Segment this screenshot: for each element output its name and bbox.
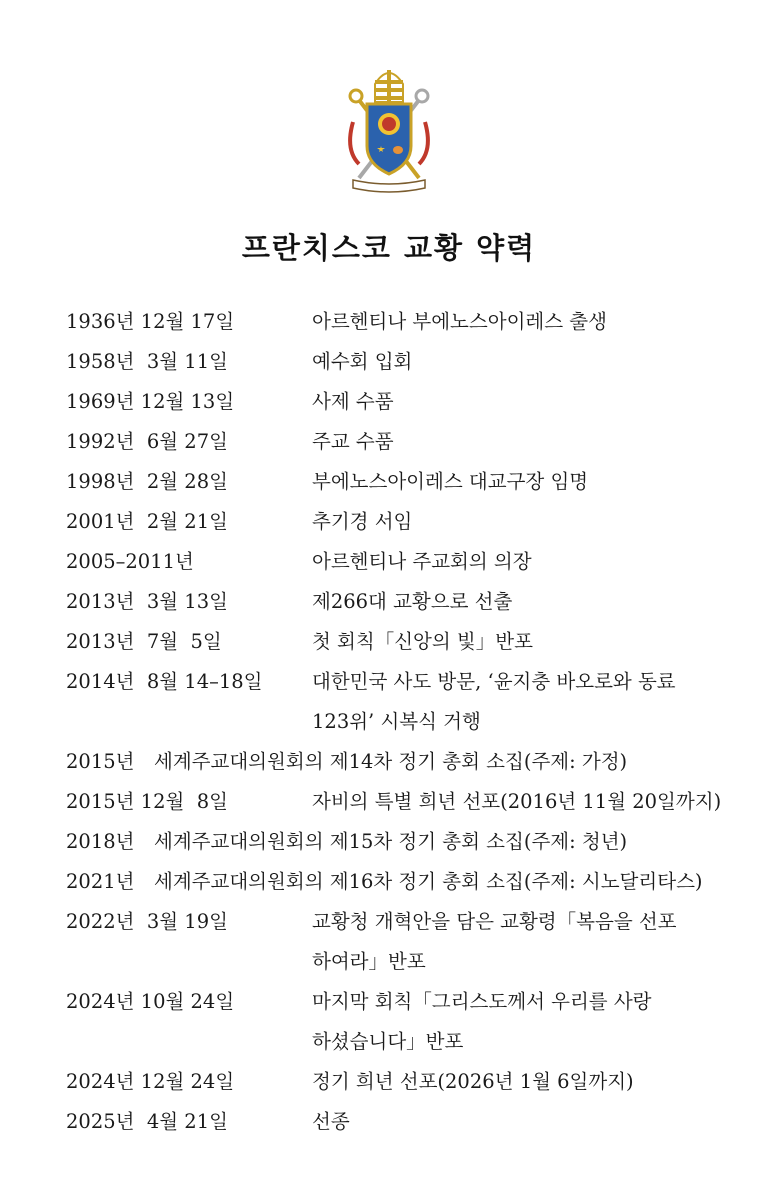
entry-date: 2024년 10월 24일 bbox=[66, 990, 235, 1013]
entry-event: 하셨습니다」반포 bbox=[312, 1030, 464, 1053]
entry-event: 예수회 입회 bbox=[312, 350, 413, 373]
entry-event: 세계주교대의원회의 제16차 정기 총회 소집(주제: 시노달리타스) bbox=[154, 870, 703, 893]
entry-event: 아르헨티나 주교회의 의장 bbox=[312, 550, 532, 573]
entry-event: 세계주교대의원회의 제15차 정기 총회 소집(주제: 청년) bbox=[154, 830, 628, 853]
mitre-icon bbox=[375, 70, 403, 102]
entry-date: 2013년 7월 5일 bbox=[66, 630, 222, 653]
page-title: 프란치스코 교황 약력 bbox=[241, 231, 537, 265]
entry-event: 사제 수품 bbox=[312, 390, 394, 413]
entry-date: 2022년 3월 19일 bbox=[66, 910, 228, 933]
entry-date: 1998년 2월 28일 bbox=[66, 470, 228, 493]
entry-event: 추기경 서임 bbox=[312, 510, 413, 533]
entry-date: 2024년 12월 24일 bbox=[66, 1070, 235, 1093]
timeline-entry bbox=[66, 782, 746, 822]
entry-date: 2025년 4월 21일 bbox=[66, 1110, 228, 1133]
timeline-entry bbox=[66, 462, 746, 502]
entry-date: 1958년 3월 11일 bbox=[66, 350, 228, 373]
papal-coat-of-arms bbox=[339, 60, 439, 195]
entry-date: 2015년 bbox=[66, 750, 135, 773]
entry-event: 정기 희년 선포(2026년 1월 6일까지) bbox=[312, 1070, 634, 1093]
entry-event: 첫 회칙「신앙의 빛」반포 bbox=[312, 630, 533, 653]
entry-event: 제266대 교황으로 선출 bbox=[312, 590, 513, 613]
entry-date: 1936년 12월 17일 bbox=[66, 310, 235, 333]
timeline-entry bbox=[66, 342, 746, 382]
timeline-entry bbox=[66, 582, 746, 622]
entry-event: 하여라」반포 bbox=[312, 950, 426, 973]
entry-date: 2014년 8월 14–18일 bbox=[66, 670, 263, 693]
timeline-entry bbox=[66, 502, 746, 542]
entry-date: 2005–2011년 bbox=[66, 550, 194, 573]
entry-date: 2001년 2월 21일 bbox=[66, 510, 228, 533]
entry-event: 세계주교대의원회의 제14차 정기 총회 소집(주제: 가정) bbox=[154, 750, 628, 773]
timeline-entry bbox=[66, 742, 746, 782]
timeline-entry bbox=[66, 822, 746, 862]
timeline-entry bbox=[66, 1062, 746, 1102]
entry-event: 아르헨티나 부에노스아이레스 출생 bbox=[312, 310, 607, 333]
timeline-entry bbox=[66, 622, 746, 662]
entry-event: 마지막 회칙「그리스도께서 우리를 사랑 bbox=[312, 990, 652, 1013]
timeline-entry bbox=[66, 902, 746, 982]
timeline-entry bbox=[66, 862, 746, 902]
entry-date: 2013년 3월 13일 bbox=[66, 590, 228, 613]
shield-icon bbox=[367, 104, 411, 174]
entry-event: 교황청 개혁안을 담은 교황령「복음을 선포 bbox=[312, 910, 677, 933]
entry-date: 2015년 12월 8일 bbox=[66, 790, 228, 813]
entry-event: 주교 수품 bbox=[312, 430, 394, 453]
entry-event: 선종 bbox=[312, 1110, 350, 1133]
timeline-entry bbox=[66, 422, 746, 462]
timeline-entry bbox=[66, 302, 746, 342]
timeline-entry bbox=[66, 382, 746, 422]
entry-event: 자비의 특별 희년 선포(2016년 11월 20일까지) bbox=[312, 790, 722, 813]
timeline-entry bbox=[66, 982, 746, 1062]
entry-event: 부에노스아이레스 대교구장 임명 bbox=[312, 470, 589, 493]
biography-timeline bbox=[66, 302, 746, 1142]
entry-date: 2021년 bbox=[66, 870, 135, 893]
entry-event: 대한민국 사도 방문, ‘윤지충 바오로와 동료 bbox=[312, 670, 676, 693]
entry-event: 123위’ 시복식 거행 bbox=[312, 710, 481, 733]
entry-date: 2018년 bbox=[66, 830, 135, 853]
timeline-entry bbox=[66, 662, 746, 742]
entry-date: 1992년 6월 27일 bbox=[66, 430, 228, 453]
timeline-entry bbox=[66, 1102, 746, 1142]
entry-date: 1969년 12월 13일 bbox=[66, 390, 235, 413]
timeline-entry bbox=[66, 542, 746, 582]
